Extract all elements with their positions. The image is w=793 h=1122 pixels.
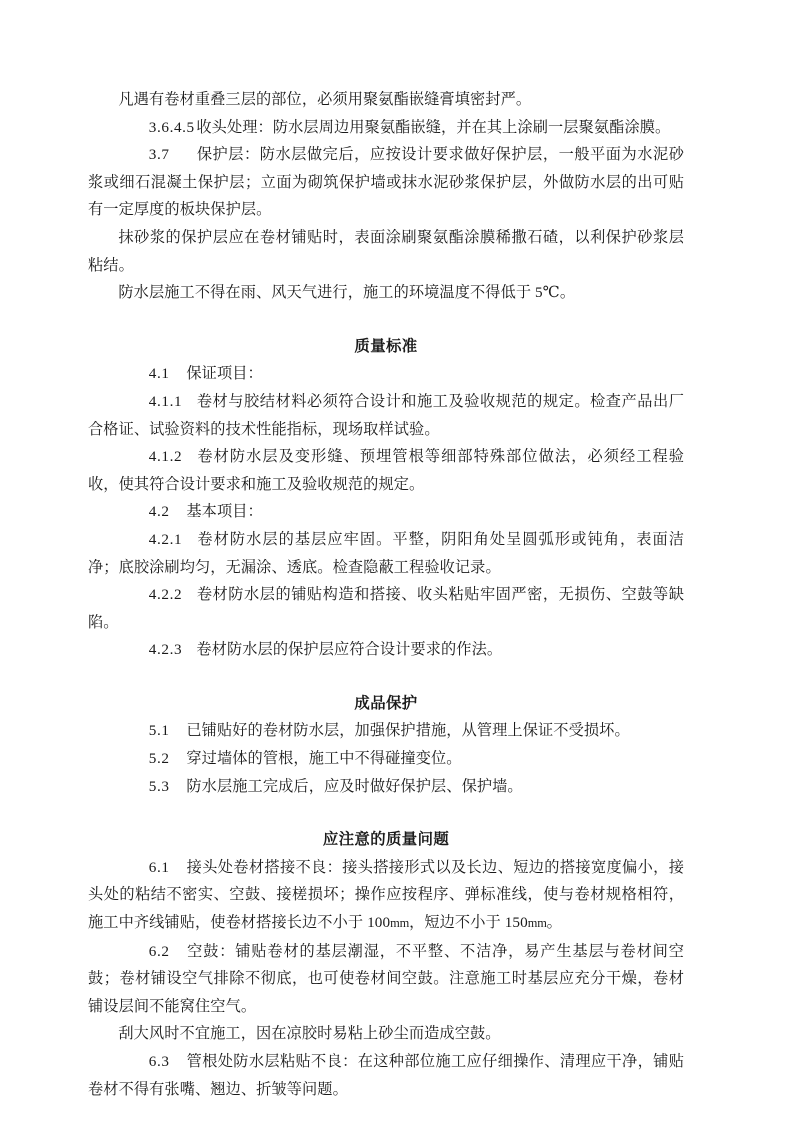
- item-text: 管根处防水层粘贴不良：在这种部位施工应仔细操作、清理应干净，铺贴卷材不得有张嘴、翘边、折皱等问题。: [88, 1053, 684, 1098]
- item-number: 4.1.1: [148, 392, 183, 410]
- item-number: 5.3: [148, 777, 170, 795]
- item-3-7: [88, 141, 684, 224]
- heading-quality-issues: 应注意的质量问题: [322, 831, 450, 849]
- overlap-short-edge-unit: mm: [527, 916, 547, 931]
- item-5-2: [88, 745, 684, 773]
- item-text: 卷材防水层的基层应牢固。平整，阴阳角处呈圆弧形或钝角，表面洁净；底胶涂刷均匀，无漏涂、透底。检查隐蔽工程验收记录。: [88, 530, 684, 576]
- item-4-2-1: [88, 526, 684, 581]
- section-spacer: [88, 664, 684, 690]
- item-text: 空鼓：铺贴卷材的基层潮湿，不平整、不洁净，易产生基层与卷材间空鼓；卷材铺设空气排除不彻底，也可使卷材间空鼓。注意施工时基层应充分干燥，卷材铺设层间不能窝住空气。: [88, 942, 684, 1015]
- item-number: 6.1: [148, 858, 170, 876]
- item-number: 6.3: [148, 1053, 170, 1070]
- item-number: 4.2.3: [148, 641, 183, 659]
- overlap-short-edge-value: 150: [504, 914, 528, 932]
- item-number: 4.1.2: [148, 448, 183, 466]
- item-4-2-2: [88, 581, 684, 636]
- item-4-1-1: [88, 388, 684, 443]
- item-number: 5.1: [148, 722, 170, 740]
- item-number: 4.1: [148, 365, 170, 383]
- item-text: 卷材防水层的铺贴构造和搭接、收头粘贴牢固严密，无损伤、空鼓等缺陷。: [88, 586, 684, 631]
- item-6-2: [88, 938, 684, 1021]
- para-overlap-three-layers: 凡遇有卷材重叠三层的部位，必须用聚氨酯嵌缝膏填密封严。: [118, 91, 532, 108]
- item-number: 3.7: [148, 146, 170, 164]
- item-6-1: [88, 854, 684, 938]
- item-text: 穿过墙体的管根，施工中不得碰撞变位。: [186, 750, 462, 768]
- item-text: 卷材防水层的保护层应符合设计要求的作法。: [196, 641, 503, 659]
- item-number: 5.2: [148, 750, 170, 768]
- para-weather-condition: 防水层施工不得在雨、风天气进行，施工的环境温度不得低于 5℃。: [118, 284, 576, 302]
- item-number: 4.2: [148, 503, 170, 521]
- item-6-3: [88, 1048, 684, 1103]
- heading-finished-product-protection: 成品保护: [354, 694, 418, 712]
- item-text: 已铺贴好的卷材防水层，加强保护措施，从管理上保证不受损坏。: [186, 722, 630, 740]
- item-text: 防水层施工完成后，应及时做好保护层、保护墙。: [186, 777, 523, 795]
- item-text: 保护层：防水层做完后，应按设计要求做好保护层，一般平面为水泥砂浆或细石混凝土保护层；立面为砌筑保护墙或抹水泥砂浆保护层，外做防水层的出可贴有一定厚度的板块保护层。: [88, 146, 684, 219]
- para-windy-weather: 刮大风时不宜施工，因在凉胶时易粘上砂尘而造成空鼓。: [118, 1025, 501, 1043]
- para-mortar-protection: 抹砂浆的保护层应在卷材铺贴时，表面涂刷聚氨酯涂膜稀撒石碴，以利保护砂浆层粘结。: [88, 228, 684, 274]
- section-spacer: [88, 800, 684, 826]
- item-text: 收头处理：防水层周边用聚氨酯嵌缝，并在其上涂刷一层聚氨酯涂膜。: [196, 118, 671, 136]
- item-text: 保证项目：: [186, 365, 263, 383]
- item-number: 6.2: [148, 942, 170, 960]
- item-text: 基本项目：: [186, 503, 263, 521]
- item-text: 卷材与胶结材料必须符合设计和施工及验收规范的规定。检查产品出厂合格证、试验资料的技术性能指标，现场取样试验。: [88, 392, 684, 438]
- overlap-long-edge-value: 100: [367, 914, 391, 932]
- overlap-long-edge-unit: mm: [390, 916, 410, 931]
- item-4-2: [88, 498, 684, 526]
- item-4-2-3: [88, 636, 684, 664]
- item-text-part-3: 。: [546, 914, 562, 932]
- item-text-part-2: ，短边不小于: [409, 914, 505, 932]
- item-number: 3.6.4.5: [148, 118, 195, 136]
- item-5-1: [88, 717, 684, 745]
- item-number: 4.2.1: [148, 530, 183, 548]
- item-text-part-1: 接头处卷材搭接不良：接头搭接形式以及长边、短边的搭接宽度偏小，接头处的粘结不密实、空鼓、接槎损坏；操作应按程序、弹标准线，使与卷材规格相符，施工中齐线铺贴，使卷材搭接长边不小于: [88, 858, 684, 932]
- item-4-1-2: [88, 443, 684, 498]
- item-text: 卷材防水层及变形缝、预埋管根等细部特殊部位做法，必须经工程验收，使其符合设计要求和施工及验收规范的规定。: [88, 448, 684, 493]
- item-3-6-4-5: [88, 114, 684, 142]
- heading-quality-standard: 质量标准: [354, 337, 418, 355]
- item-5-3: [88, 773, 684, 801]
- item-4-1: [88, 360, 684, 388]
- document-body: [88, 86, 684, 1103]
- section-spacer: [88, 307, 684, 333]
- item-number: 4.2.2: [148, 586, 183, 604]
